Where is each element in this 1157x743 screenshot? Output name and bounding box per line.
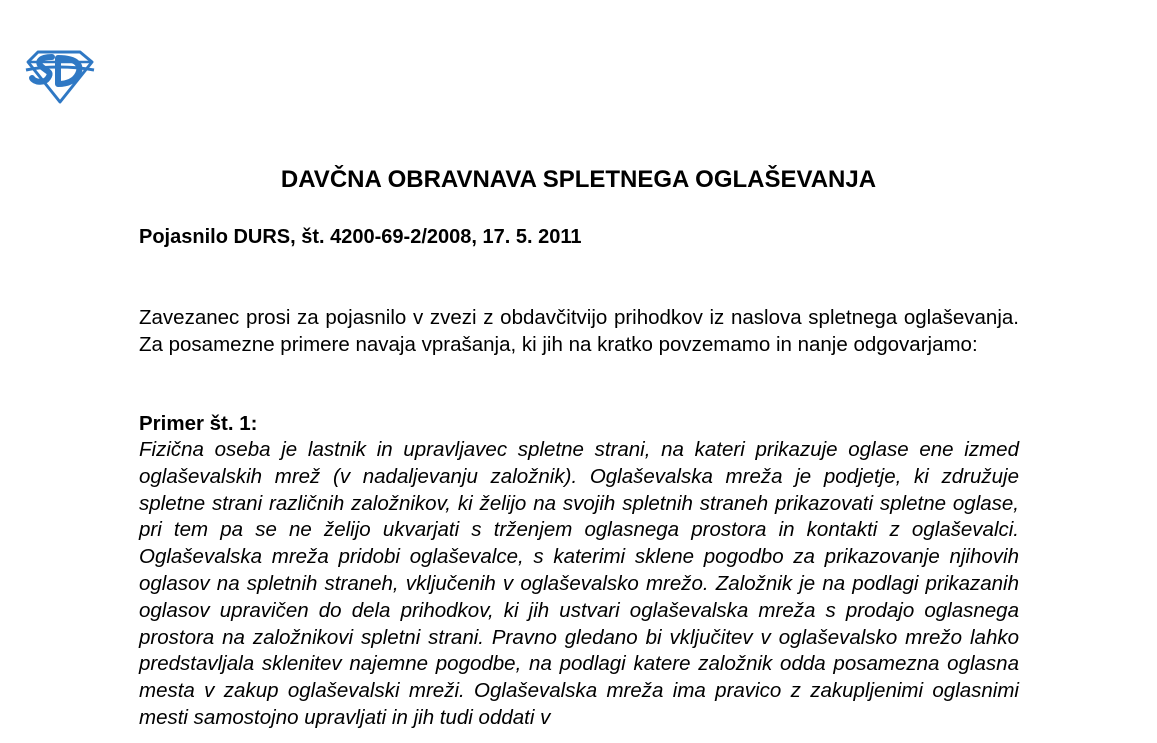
example-paragraph: Fizična oseba je lastnik in upravljavec spletne strani, na kateri prikazuje oglase ene izmed oglaševalskih mrež (v nadaljevanju založnik). Oglaševalska mreža je podjetje, ki združuje spletne strani različnih založnikov, ki želijo na svojih spletnih straneh prikazovati spletne oglase, pri tem pa se ne želijo ukvarjati s trženjem oglasnega prostora in kontakti z oglaševalci. Oglaševalska mreža pridobi oglaševalce, s katerimi sklene pogodbo za prikazovanje njihovih oglasov na spletnih straneh, vključenih v oglaševalsko mrežo. Založnik je na podlagi prikazanih oglasov upravičen do dela prihodkov, ki jih ustvari oglaševalska mreža s prodajo oglasnega prostora na založnikovi spletni strani. Pravno gledano bi vključitev v oglaševalsko mrežo lahko predstavljala sklenitev najemne pogodbe, na podlagi katere založnik odda posamezna oglasna mesta v zakup oglaševalski mreži. Oglaševalska mreža ima pravico z zakupljenimi oglasnimi mesti samostojno upravljati in jih tudi oddati v bbox=[139, 438, 1019, 729]
document-title: DAVČNA OBRAVNAVA SPLETNEGA OGLAŠEVANJA bbox=[280, 166, 877, 193]
document-subtitle: Pojasnilo DURS, št. 4200-69-2/2008, 17. 5. 2011 bbox=[139, 226, 582, 248]
intro-paragraph: Zavezanec prosi za pojasnilo v zvezi z obdavčitvijo prihodkov iz naslova spletnega oglaševanja. Za posamezne primere navaja vprašanja, ki jih na kratko povzemamo in nanje odgovarjamo: bbox=[139, 306, 1019, 356]
example-heading: Primer št. 1: bbox=[139, 412, 258, 435]
sd-logo-icon bbox=[22, 48, 96, 106]
